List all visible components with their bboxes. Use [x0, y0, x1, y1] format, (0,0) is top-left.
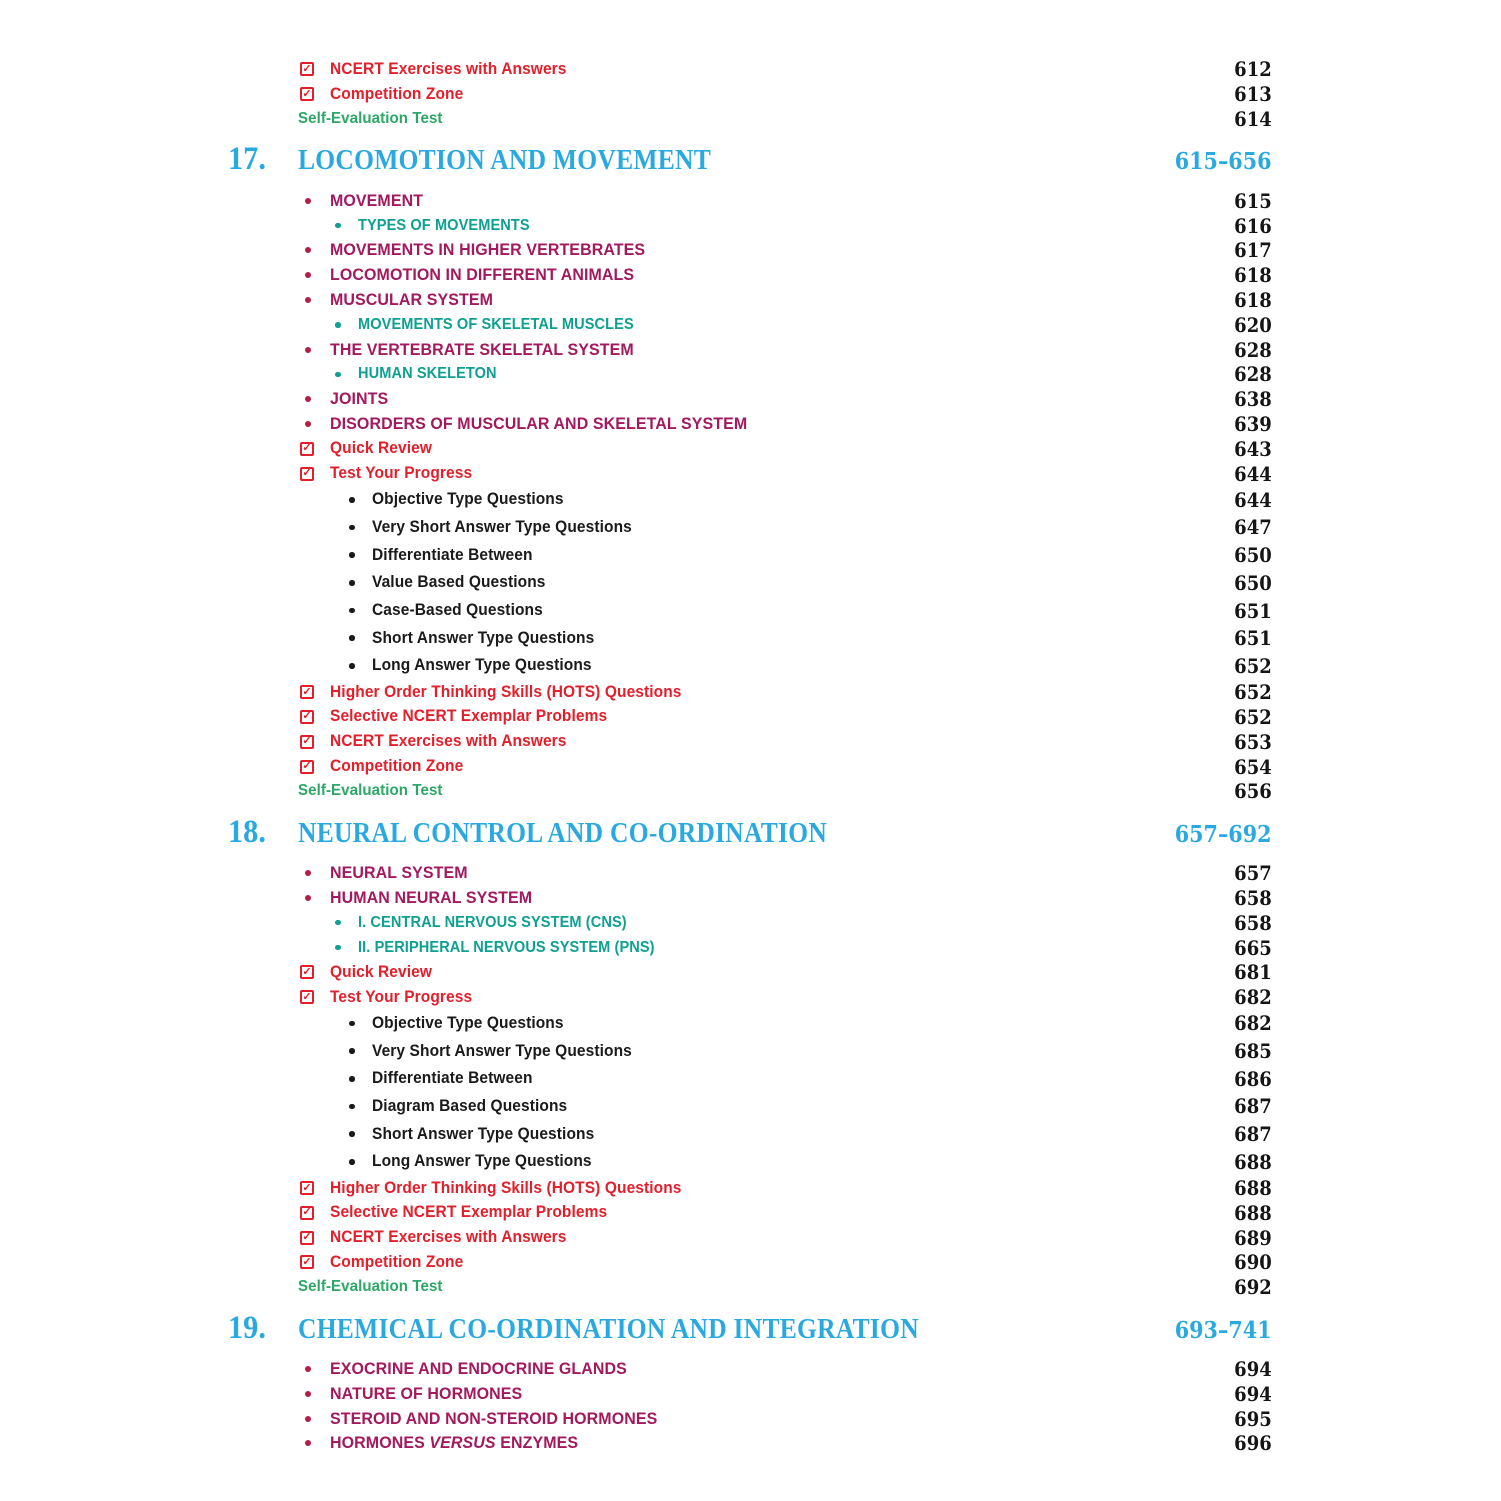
entry-marker — [305, 198, 330, 204]
chapter-title: NEURAL CONTROL AND CO-ORDINATION — [298, 816, 828, 849]
entry-marker — [300, 735, 330, 749]
entry-marker — [349, 1021, 372, 1027]
bullet-dot-icon — [349, 1048, 355, 1054]
ballot-box-with-check-icon — [300, 1255, 314, 1269]
toc-entry-label: TYPES OF MOVEMENTS — [358, 216, 530, 234]
toc-entry-label — [330, 1433, 578, 1453]
toc-entry-page: 657 — [1234, 861, 1272, 886]
bullet-dot-icon — [305, 247, 311, 253]
bullet-dot-icon — [335, 372, 341, 378]
toc-entry-page: 614 — [1234, 106, 1272, 131]
toc-entry-page: 687 — [1234, 1094, 1272, 1119]
bullet-dot-icon — [335, 920, 341, 926]
chapter-heading — [230, 1310, 1272, 1352]
bullet-dot-icon — [305, 421, 311, 427]
toc-entry-page: 658 — [1234, 885, 1272, 910]
toc-entry-checkbox — [230, 960, 1272, 985]
toc-entry-label: Diagram Based Questions — [372, 1096, 568, 1115]
toc-entry-question — [230, 1037, 1272, 1065]
ballot-box-with-check-icon — [300, 735, 314, 749]
bullet-dot-icon — [349, 1076, 355, 1082]
toc-entry-page: 652 — [1234, 704, 1272, 729]
chapter-number: 17. — [228, 141, 266, 178]
bullet-dot-icon — [335, 223, 341, 229]
entry-marker — [300, 685, 330, 699]
bullet-dot-icon — [349, 525, 355, 531]
word: HORMONES — [330, 1433, 430, 1453]
toc-entry-topic — [230, 1381, 1272, 1406]
chapter-section — [230, 141, 1272, 803]
bullet-dot-icon — [305, 1366, 311, 1372]
toc-entry-page: 643 — [1234, 436, 1272, 461]
toc-entry-page: 688 — [1234, 1200, 1272, 1225]
toc-entry-page: 652 — [1234, 680, 1272, 705]
bullet-dot-icon — [349, 1131, 355, 1137]
ballot-box-with-check-icon — [300, 685, 314, 699]
toc-entry-label: Very Short Answer Type Questions — [372, 1041, 632, 1060]
toc-entry-label: MUSCULAR SYSTEM — [330, 289, 494, 309]
entry-marker — [305, 1416, 330, 1422]
toc-entry-page: 638 — [1234, 387, 1272, 412]
entry-marker — [305, 870, 330, 876]
toc-entry-label: Very Short Answer Type Questions — [372, 517, 632, 536]
chapter-page-range: 657–692 — [1175, 820, 1272, 848]
toc-entry-page: 686 — [1234, 1066, 1272, 1091]
entry-marker — [349, 497, 372, 503]
bullet-dot-icon — [349, 663, 355, 669]
toc-entry-label: Short Answer Type Questions — [372, 1124, 595, 1143]
toc-entry-page: 644 — [1234, 461, 1272, 486]
toc-entry-question — [230, 541, 1272, 569]
ballot-box-with-check-icon — [300, 62, 314, 76]
toc-entry-label: NEURAL SYSTEM — [330, 863, 468, 883]
toc-entry-page: 687 — [1234, 1122, 1272, 1147]
chapters — [230, 141, 1272, 1455]
toc-entry-label: Differentiate Between — [372, 1069, 533, 1088]
toc-entry-subtopic — [230, 935, 1272, 960]
toc-entry-label: Differentiate Between — [372, 545, 533, 564]
toc-entry-question — [230, 1010, 1272, 1038]
toc-entry-page: 620 — [1234, 312, 1272, 337]
toc-entry-label: Competition Zone — [330, 84, 464, 103]
ballot-box-with-check-icon — [300, 1231, 314, 1245]
toc-entry-checkbox — [230, 705, 1272, 730]
entry-marker — [335, 372, 358, 378]
toc-entry-page: 651 — [1234, 626, 1272, 651]
bullet-dot-icon — [349, 1021, 355, 1027]
toc-entry-checkbox — [230, 461, 1272, 486]
toc-entry-label: I. CENTRAL NERVOUS SYSTEM (CNS) — [358, 913, 627, 931]
toc-entry-question — [230, 1065, 1272, 1093]
toc-entry-topic — [230, 412, 1272, 437]
toc-entry-page: 653 — [1234, 729, 1272, 754]
chapter-page-range: 615–656 — [1175, 148, 1272, 176]
toc-entry-question — [230, 652, 1272, 680]
toc-entry-subtopic — [230, 362, 1272, 387]
toc-entry-checkbox — [230, 82, 1272, 107]
entry-marker — [305, 1391, 330, 1397]
toc-entry-label: Self-Evaluation Test — [298, 782, 443, 800]
toc-entry-page: 644 — [1234, 487, 1272, 512]
toc-entry-checkbox — [230, 754, 1272, 779]
ballot-box-with-check-icon — [300, 467, 314, 481]
toc-entry-checkbox — [230, 1250, 1272, 1275]
toc-entry-checkbox — [230, 436, 1272, 461]
toc-entry-page: 647 — [1234, 515, 1272, 540]
entry-marker — [300, 1255, 330, 1269]
toc-entry-page: 628 — [1234, 337, 1272, 362]
chapter-heading — [230, 141, 1272, 183]
ballot-box-with-check-icon — [300, 87, 314, 101]
entry-marker — [300, 1206, 330, 1220]
toc-entry-page: 654 — [1234, 754, 1272, 779]
entry-marker — [300, 62, 330, 76]
entry-marker — [349, 525, 372, 531]
toc-entry-topic — [230, 188, 1272, 213]
entry-marker — [300, 990, 330, 1004]
toc-entry-label: NCERT Exercises with Answers — [330, 59, 567, 78]
toc-entry-label: Quick Review — [330, 439, 432, 458]
word: ENZYMES — [495, 1433, 579, 1453]
entry-marker — [300, 710, 330, 724]
toc-entry-question — [230, 1120, 1272, 1148]
toc-entry-page: 690 — [1234, 1250, 1272, 1275]
toc-entry-label: Objective Type Questions — [372, 1013, 564, 1032]
toc-entry-label: Self-Evaluation Test — [298, 1278, 443, 1296]
toc-entry-page: 651 — [1234, 598, 1272, 623]
toc-entry-label: Selective NCERT Exemplar Problems — [330, 1203, 608, 1222]
toc-entry-page: 650 — [1234, 543, 1272, 568]
bullet-dot-icon — [305, 895, 311, 901]
bullet-dot-icon — [305, 297, 311, 303]
toc-entry-page: 616 — [1234, 213, 1272, 238]
toc-entry-page: 613 — [1234, 82, 1272, 107]
bullet-dot-icon — [305, 1391, 311, 1397]
toc-entry-page: 696 — [1234, 1431, 1272, 1456]
toc-entry-page: 652 — [1234, 653, 1272, 678]
entry-marker — [349, 1076, 372, 1082]
toc-entry-label: JOINTS — [330, 389, 389, 409]
toc-entry-page: 681 — [1234, 960, 1272, 985]
ballot-box-with-check-icon — [300, 1181, 314, 1195]
ballot-box-with-check-icon — [300, 710, 314, 724]
toc-entry-label: LOCOMOTION IN DIFFERENT ANIMALS — [330, 265, 635, 285]
toc-entry-label: Case-Based Questions — [372, 601, 543, 620]
chapter-entries — [230, 861, 1272, 1300]
entry-marker — [305, 1366, 330, 1372]
entry-marker — [349, 635, 372, 641]
entry-marker — [305, 247, 330, 253]
toc-entry-label: Long Answer Type Questions — [372, 656, 592, 675]
toc-entry-checkbox — [230, 985, 1272, 1010]
toc-entry-topic — [230, 1357, 1272, 1382]
toc-entry-label: THE VERTEBRATE SKELETAL SYSTEM — [330, 339, 634, 359]
bullet-dot-icon — [305, 870, 311, 876]
entry-marker — [349, 1104, 372, 1110]
bullet-dot-icon — [349, 580, 355, 586]
bullet-dot-icon — [349, 1159, 355, 1165]
toc-entry-page: 617 — [1234, 238, 1272, 263]
bullet-dot-icon — [305, 347, 311, 353]
ballot-box-with-check-icon — [300, 760, 314, 774]
entry-marker — [349, 663, 372, 669]
toc-entry-page: 682 — [1234, 1011, 1272, 1036]
toc-entry-question — [230, 514, 1272, 542]
toc-entry-label: Higher Order Thinking Skills (HOTS) Questions — [330, 682, 682, 701]
toc-entry-label: Higher Order Thinking Skills (HOTS) Questions — [330, 1178, 682, 1197]
entry-marker — [305, 347, 330, 353]
chapter-page-range: 693–741 — [1175, 1316, 1272, 1344]
entry-marker — [300, 467, 330, 481]
entry-marker — [349, 552, 372, 558]
toc-entry-label: MOVEMENTS OF SKELETAL MUSCLES — [358, 315, 634, 333]
chapter-title: CHEMICAL CO-ORDINATION AND INTEGRATION — [298, 1312, 919, 1345]
toc-entry-label: HUMAN NEURAL SYSTEM — [330, 887, 533, 907]
bullet-dot-icon — [305, 1416, 311, 1422]
toc-entry-page: 665 — [1234, 935, 1272, 960]
toc-entry-page: 685 — [1234, 1039, 1272, 1064]
toc-entry-page: 650 — [1234, 570, 1272, 595]
toc-entry-label: MOVEMENTS IN HIGHER VERTEBRATES — [330, 240, 646, 260]
toc-entry-page: 628 — [1234, 362, 1272, 387]
bullet-dot-icon — [305, 198, 311, 204]
entry-marker — [335, 223, 358, 229]
entry-marker — [335, 322, 358, 328]
toc-entry-page: 692 — [1234, 1275, 1272, 1300]
toc-entry-topic — [230, 886, 1272, 911]
toc-entry-question — [230, 1148, 1272, 1176]
toc-entry-topic — [230, 238, 1272, 263]
toc-entry-page: 612 — [1234, 57, 1272, 82]
chapter-section — [230, 1310, 1272, 1456]
toc-entry-label: Long Answer Type Questions — [372, 1152, 592, 1171]
toc-entry-label: STEROID AND NON-STEROID HORMONES — [330, 1408, 658, 1428]
toc-entry-page: 695 — [1234, 1406, 1272, 1431]
italic-word: VERSUS — [429, 1433, 496, 1453]
toc-entry-topic — [230, 1406, 1272, 1431]
toc-entry-label: Quick Review — [330, 962, 432, 981]
toc-entry-subtopic — [230, 213, 1272, 238]
toc-entry-page: 618 — [1234, 263, 1272, 288]
toc-entry-label: DISORDERS OF MUSCULAR AND SKELETAL SYSTEM — [330, 413, 748, 433]
toc-entry-subtopic — [230, 910, 1272, 935]
toc-entry-self-eval — [230, 1275, 1272, 1300]
toc-entry-checkbox — [230, 1200, 1272, 1225]
entry-marker — [300, 1231, 330, 1245]
toc-entry-page: 688 — [1234, 1149, 1272, 1174]
toc-entry-checkbox — [230, 1176, 1272, 1201]
entry-marker — [300, 965, 330, 979]
leading-entries — [230, 57, 1272, 131]
bullet-dot-icon — [349, 608, 355, 614]
toc-entry-checkbox — [230, 729, 1272, 754]
toc-entry-label: MOVEMENT — [330, 190, 424, 210]
toc-entry-label: Competition Zone — [330, 1252, 464, 1271]
bullet-dot-icon — [349, 497, 355, 503]
toc-entry-topic — [230, 861, 1272, 886]
toc-entry-page: 688 — [1234, 1176, 1272, 1201]
entry-marker — [349, 1131, 372, 1137]
toc-entry-label: Test Your Progress — [330, 987, 473, 1006]
toc-entry-subtopic — [230, 312, 1272, 337]
toc-entry-label: NATURE OF HORMONES — [330, 1383, 523, 1403]
toc-entry-label: Competition Zone — [330, 757, 464, 776]
toc-entry-label: EXOCRINE AND ENDOCRINE GLANDS — [330, 1359, 627, 1379]
toc-entry-question — [230, 569, 1272, 597]
toc-entry-label: NCERT Exercises with Answers — [330, 1228, 567, 1247]
entry-marker — [349, 608, 372, 614]
bullet-dot-icon — [349, 552, 355, 558]
bullet-dot-icon — [305, 396, 311, 402]
toc-entry-page: 618 — [1234, 287, 1272, 312]
chapter-heading — [230, 814, 1272, 856]
chapter-entries — [230, 1357, 1272, 1456]
toc-entry-label: NCERT Exercises with Answers — [330, 732, 567, 751]
toc-entry-question — [230, 624, 1272, 652]
ballot-box-with-check-icon — [300, 1206, 314, 1220]
toc-entry-question — [230, 1093, 1272, 1121]
entry-marker — [305, 272, 330, 278]
toc-entry-label: II. PERIPHERAL NERVOUS SYSTEM (PNS) — [358, 938, 655, 956]
chapter-title: LOCOMOTION AND MOVEMENT — [298, 144, 711, 177]
chapter-entries — [230, 188, 1272, 803]
bullet-dot-icon — [305, 272, 311, 278]
entry-marker — [335, 920, 358, 926]
ballot-box-with-check-icon — [300, 990, 314, 1004]
toc-entry-label: Selective NCERT Exemplar Problems — [330, 707, 608, 726]
bullet-dot-icon — [349, 635, 355, 641]
entry-marker — [305, 895, 330, 901]
toc-entry-topic — [230, 288, 1272, 313]
entry-marker — [349, 1159, 372, 1165]
toc-entry-question — [230, 486, 1272, 514]
bullet-dot-icon — [335, 945, 341, 951]
toc-entry-topic — [230, 337, 1272, 362]
toc-entry-topic — [230, 263, 1272, 288]
toc-entry-page: 682 — [1234, 985, 1272, 1010]
entry-marker — [300, 442, 330, 456]
toc-entry-topic — [230, 1431, 1272, 1456]
chapter-number: 18. — [228, 813, 266, 850]
toc-entry-label: Self-Evaluation Test — [298, 109, 443, 127]
toc-entry-page: 694 — [1234, 1357, 1272, 1382]
toc-entry-page: 615 — [1234, 188, 1272, 213]
toc-entry-page: 689 — [1234, 1225, 1272, 1250]
ballot-box-with-check-icon — [300, 965, 314, 979]
entry-marker — [305, 396, 330, 402]
toc-entry-label: Value Based Questions — [372, 573, 546, 592]
toc-entry-page: 656 — [1234, 779, 1272, 804]
toc-entry-page: 694 — [1234, 1381, 1272, 1406]
entry-marker — [349, 580, 372, 586]
entry-marker — [305, 1440, 330, 1446]
toc-entry-self-eval — [230, 779, 1272, 804]
toc-entry-label: HUMAN SKELETON — [358, 365, 497, 383]
entry-marker — [300, 760, 330, 774]
entry-marker — [300, 1181, 330, 1195]
toc-entry-checkbox — [230, 1225, 1272, 1250]
ballot-box-with-check-icon — [300, 442, 314, 456]
toc-entry-page: 639 — [1234, 411, 1272, 436]
bullet-dot-icon — [335, 322, 341, 328]
entry-marker — [305, 421, 330, 427]
toc-entry-question — [230, 597, 1272, 625]
chapter-number: 19. — [228, 1309, 266, 1346]
toc-entry-checkbox — [230, 57, 1272, 82]
entry-marker — [300, 87, 330, 101]
bullet-dot-icon — [305, 1440, 311, 1446]
entry-marker — [335, 945, 358, 951]
toc-entry-topic — [230, 387, 1272, 412]
toc-entry-self-eval — [230, 107, 1272, 132]
toc-entry-checkbox — [230, 680, 1272, 705]
chapter-section — [230, 814, 1272, 1300]
toc-entry-page: 658 — [1234, 910, 1272, 935]
entry-marker — [349, 1048, 372, 1054]
entry-marker — [305, 297, 330, 303]
bullet-dot-icon — [349, 1104, 355, 1110]
toc-entry-label: Test Your Progress — [330, 464, 473, 483]
table-of-contents — [230, 0, 1272, 1456]
toc-entry-label: Objective Type Questions — [372, 490, 564, 509]
toc-entry-label: Short Answer Type Questions — [372, 628, 595, 647]
